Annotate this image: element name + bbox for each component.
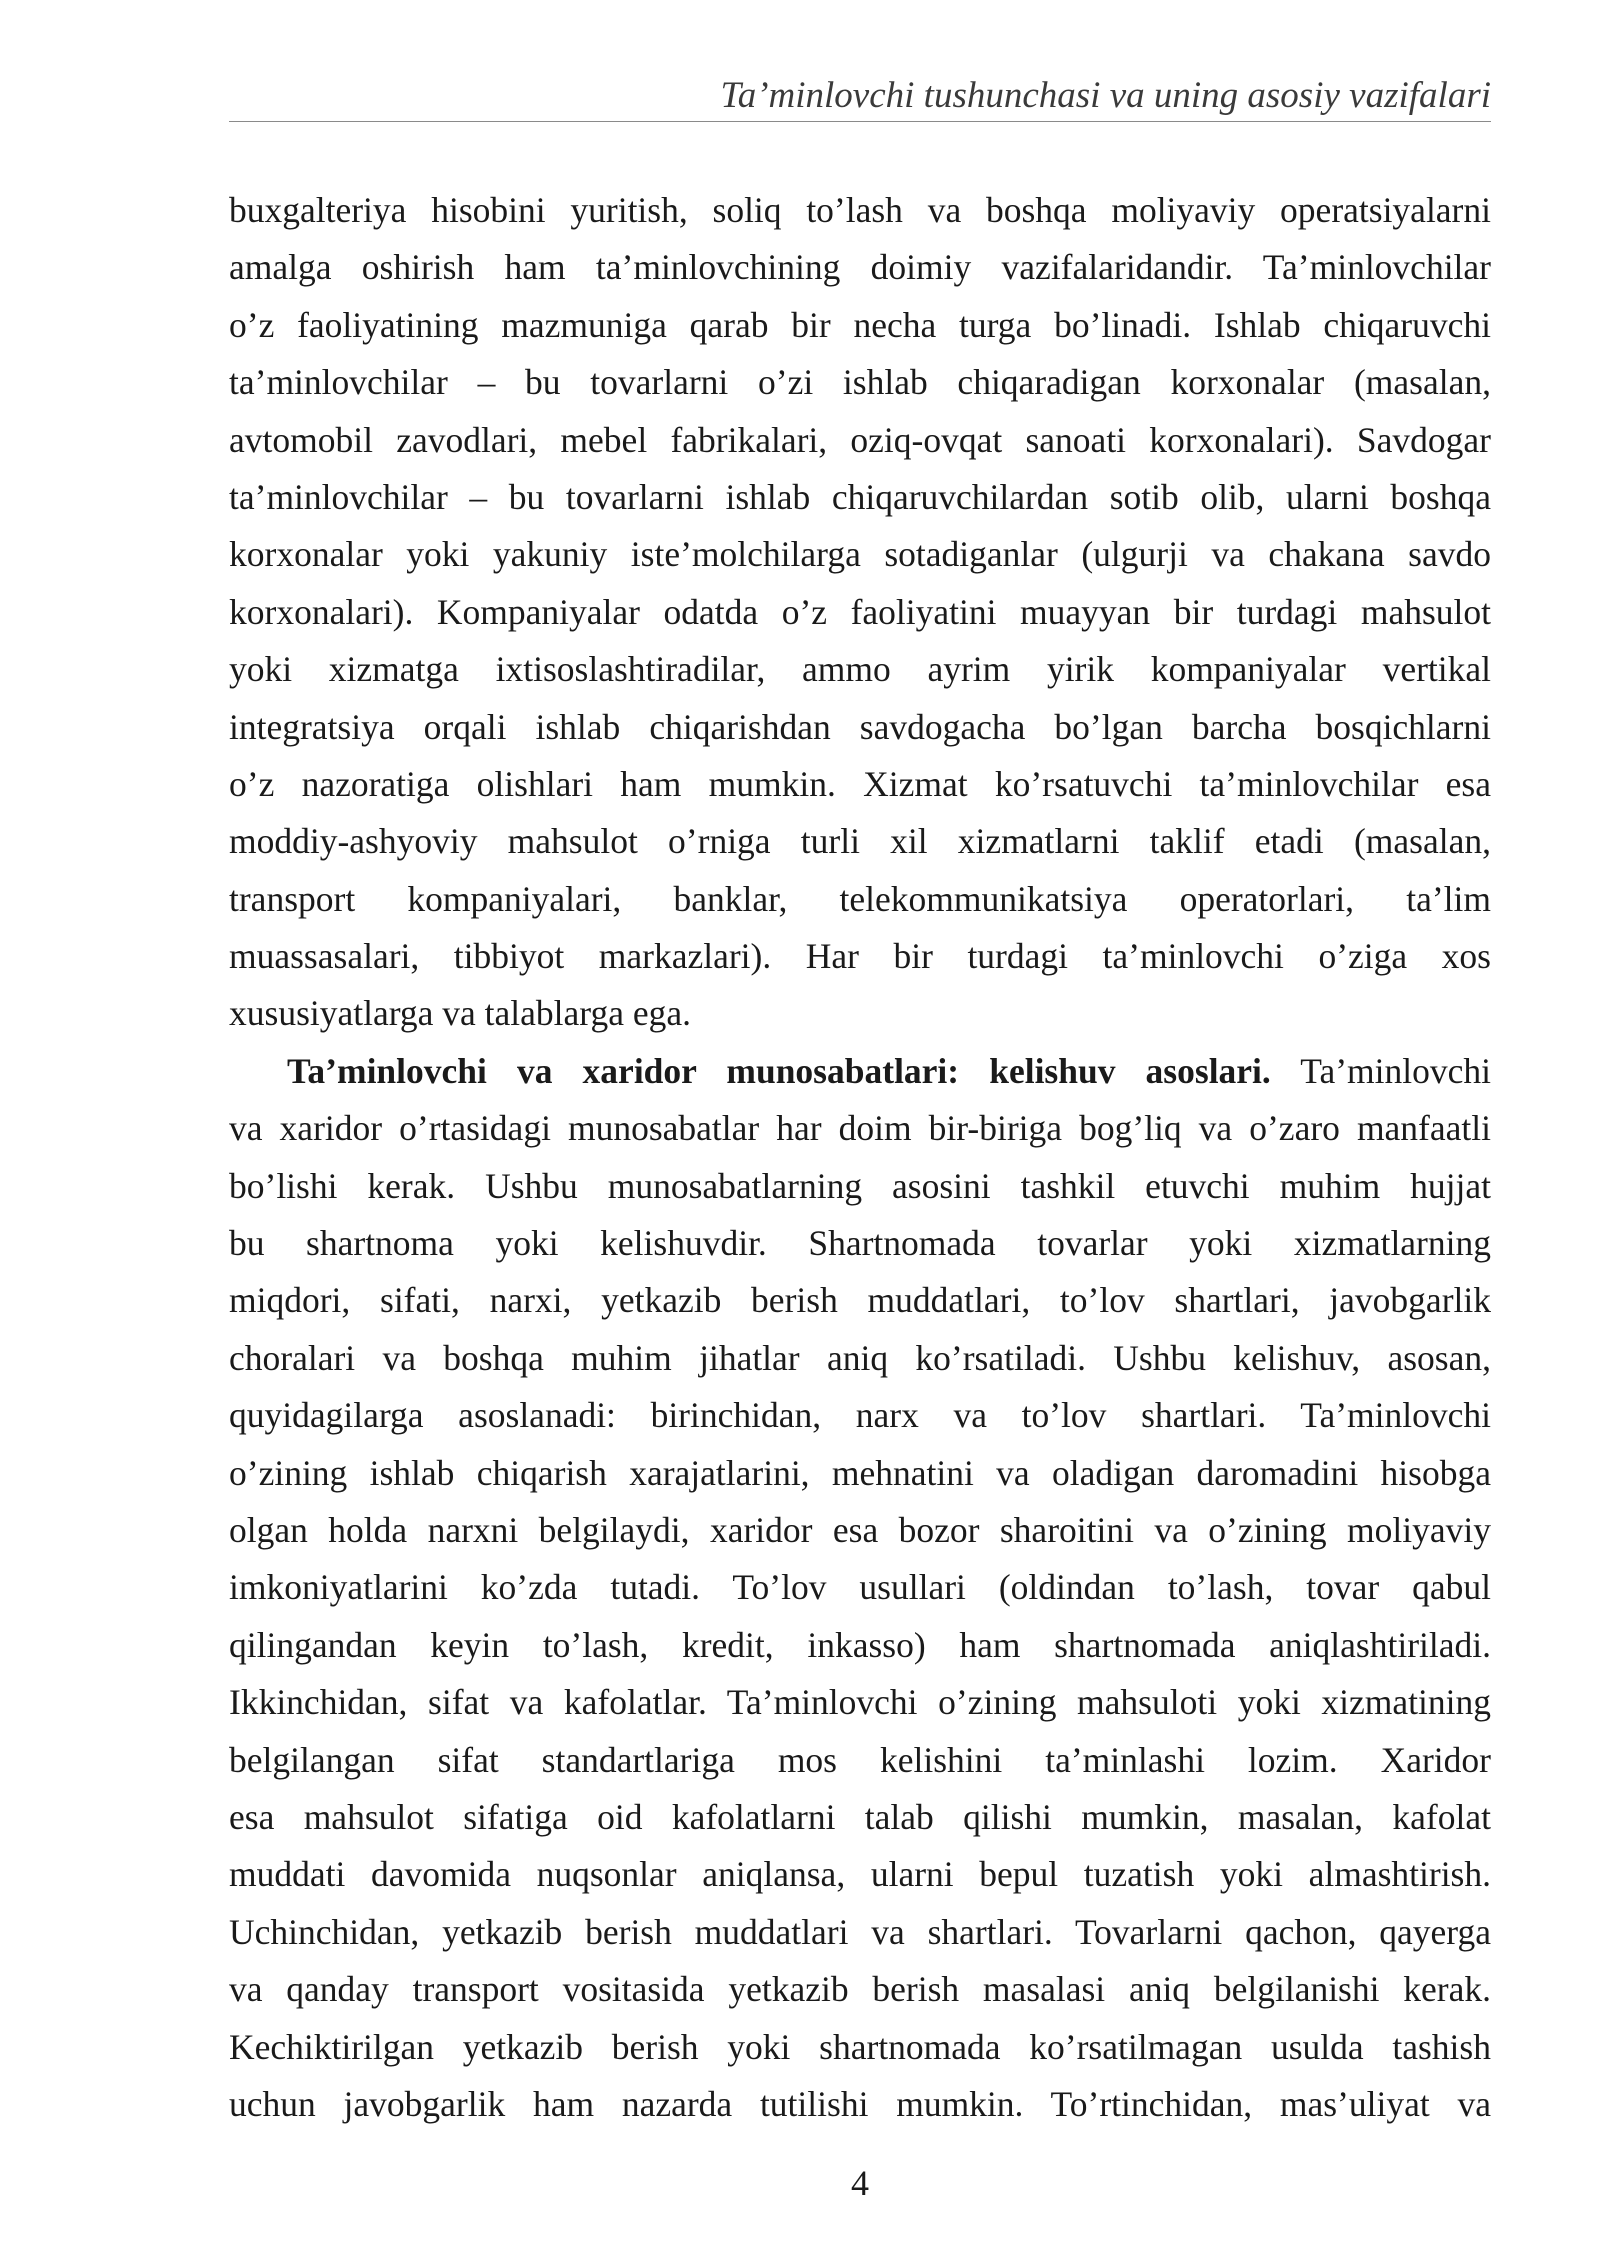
running-header: Ta’minlovchi tushunchasi va uning asosiy vazifalari xyxy=(720,75,1491,116)
paragraph-2-line: va xaridor o’rtasidagi munosabatlar har doim bir-biriga bog’liq va o’zaro manfaatli xyxy=(229,1108,1491,1149)
paragraph-1-line: muassasalari, tibbiyot markazlari). Har bir turdagi ta’minlovchi o’ziga xos xyxy=(229,936,1491,977)
paragraph-1-line: korxonalar yoki yakuniy iste’molchilarga sotadiganlar (ulgurji va chakana savdo xyxy=(229,534,1491,575)
paragraph-1-line: buxgalteriya hisobini yuritish, soliq to’lash va boshqa moliyaviy operatsiyalarni xyxy=(229,190,1491,230)
paragraph-2-line: va qanday transport vositasida yetkazib berish masalasi aniq belgilanishi kerak. xyxy=(229,1969,1491,2010)
paragraph-1-line: avtomobil zavodlari, mebel fabrikalari, oziq-ovqat sanoati korxonalari). Savdogar xyxy=(229,419,1491,460)
page-number: 4 xyxy=(851,2163,869,2203)
paragraph-2-line: o’zining ishlab chiqarish xarajatlarini, mehnatini va oladigan daromadini hisobga xyxy=(229,1452,1491,1493)
paragraph-2-line: esa mahsulot sifatiga oid kafolatlarni talab qilishi mumkin, masalan, kafolat xyxy=(229,1796,1491,1837)
paragraph-2-line: belgilangan sifat standartlariga mos kelishini ta’minlashi lozim. Xaridor xyxy=(229,1739,1491,1780)
paragraph-2-line: olgan holda narxni belgilaydi, xaridor esa bozor sharoitini va o’zining moliyaviy xyxy=(229,1509,1491,1550)
paragraph-2-line: Uchinchidan, yetkazib berish muddatlari va shartlari. Tovarlarni qachon, qayerga xyxy=(229,1911,1491,1952)
paragraph-2-line: bo’lishi kerak. Ushbu munosabatlarning asosini tashkil etuvchi muhim hujjat xyxy=(229,1165,1491,1206)
body-text xyxy=(229,182,1491,2133)
section-heading: Ta’minlovchi va xaridor munosabatlari: kelishuv asoslari. xyxy=(287,1050,1271,1091)
paragraph-2-line: bu shartnoma yoki kelishuvdir. Shartnomada tovarlar yoki xizmatlarning xyxy=(229,1223,1491,1264)
paragraph-1-line: ta’minlovchilar – bu tovarlarni o’zi ishlab chiqaradigan korxonalar (masalan, xyxy=(229,362,1491,403)
paragraph-1-line: korxonalari). Kompaniyalar odatda o’z faoliyatini muayyan bir turdagi mahsulot xyxy=(229,591,1491,632)
paragraph-2-line: choralari va boshqa muhim jihatlar aniq ko’rsatiladi. Ushbu kelishuv, asosan, xyxy=(229,1337,1491,1378)
paragraph-2-line: uchun javobgarlik ham nazarda tutilishi mumkin. To’rtinchidan, mas’uliyat va xyxy=(229,2083,1491,2124)
paragraph-1-line: amalga oshirish ham ta’minlovchining doimiy vazifalaridandir. Ta’minlovchilar xyxy=(229,247,1491,288)
paragraph-2-first-line-rest: Ta’minlovchi xyxy=(1270,1050,1491,1091)
paragraph-2-line: imkoniyatlarini ko’zda tutadi. To’lov usullari (oldindan to’lash, tovar qabul xyxy=(229,1567,1491,1608)
paragraph-2-line: Ikkinchidan, sifat va kafolatlar. Ta’minlovchi o’zining mahsuloti yoki xizmatining xyxy=(229,1682,1491,1723)
header-rule xyxy=(229,121,1491,122)
paragraph-1-line: transport kompaniyalari, banklar, telekommunikatsiya operatorlari, ta’lim xyxy=(229,878,1491,919)
paragraph-2-line: qilingandan keyin to’lash, kredit, inkasso) ham shartnomada aniqlashtiriladi. xyxy=(229,1624,1491,1665)
paragraph-1-line: o’z faoliyatining mazmuniga qarab bir necha turga bo’linadi. Ishlab chiqaruvchi xyxy=(229,304,1491,345)
paragraph-1-line: moddiy-ashyoviy mahsulot o’rniga turli xil xizmatlarni taklif etadi (masalan, xyxy=(229,821,1491,862)
paragraph-2-line: muddati davomida nuqsonlar aniqlansa, ularni bepul tuzatish yoki almashtirish. xyxy=(229,1854,1491,1895)
paragraph-1-line: integratsiya orqali ishlab chiqarishdan savdogacha bo’lgan barcha bosqichlarni xyxy=(229,706,1491,747)
paragraph-2-line: miqdori, sifati, narxi, yetkazib berish muddatlari, to’lov shartlari, javobgarlik xyxy=(229,1280,1491,1321)
paragraph-2-line: quyidagilarga asoslanadi: birinchidan, narx va to’lov shartlari. Ta’minlovchi xyxy=(229,1395,1491,1436)
paragraph-1-line: ta’minlovchilar – bu tovarlarni ishlab chiqaruvchilardan sotib olib, ularni boshqa xyxy=(229,476,1491,517)
paragraph-1-line: o’z nazoratiga olishlari ham mumkin. Xizmat ko’rsatuvchi ta’minlovchilar esa xyxy=(229,763,1491,804)
paragraph-1-line: yoki xizmatga ixtisoslashtiradilar, ammo ayrim yirik kompaniyalar vertikal xyxy=(229,649,1491,690)
paragraph-2-first-line xyxy=(229,1043,1491,1100)
paragraph-2-line: Kechiktirilgan yetkazib berish yoki shartnomada ko’rsatilmagan usulda tashish xyxy=(229,2026,1491,2067)
paragraph-1-last-line: xususiyatlarga va talablarga ega. xyxy=(229,993,691,1034)
